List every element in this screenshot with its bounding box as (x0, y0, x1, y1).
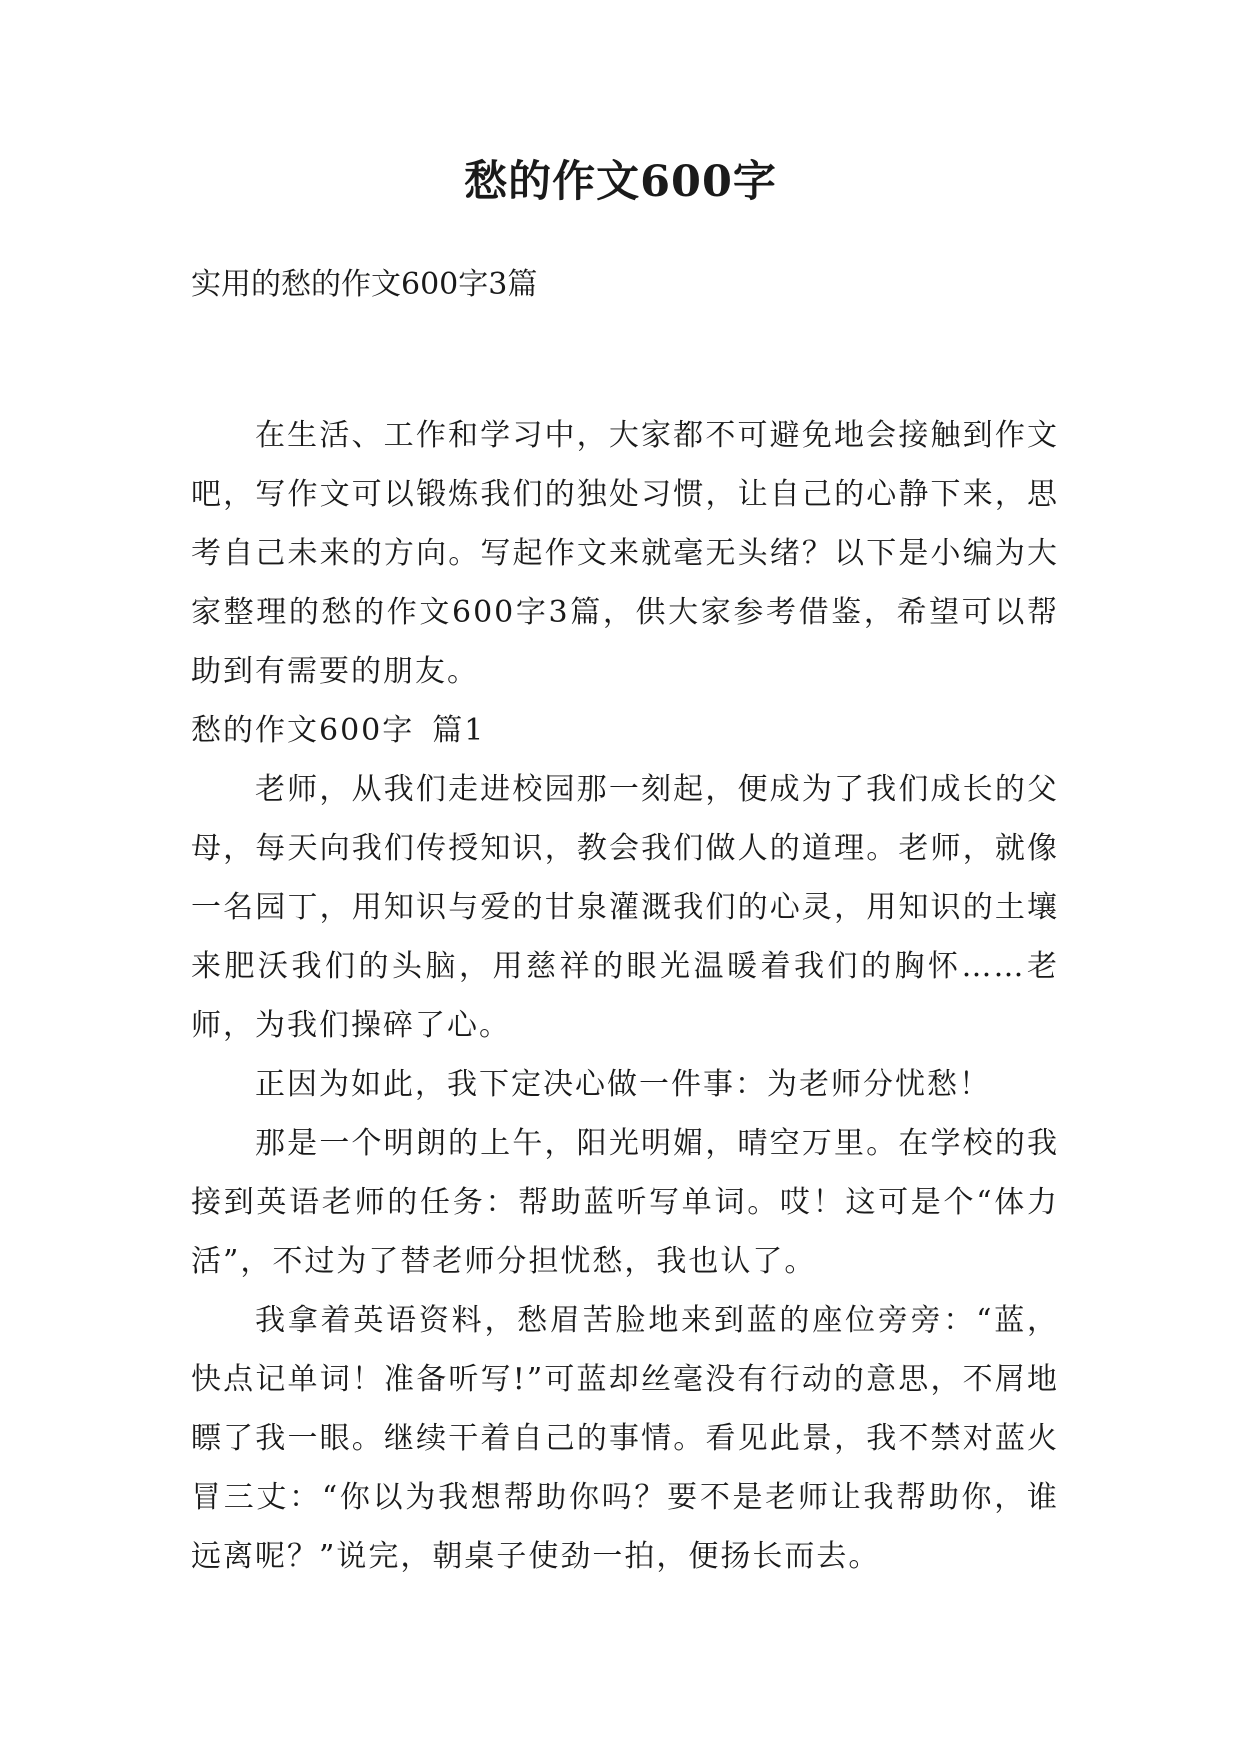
body-paragraph: 老师，从我们走进校园那一刻起，便成为了我们成长的父母，每天向我们传授知识，教会我们做人的道理。老师，就像一名园丁，用知识与爱的甘泉灌溉我们的心灵，用知识的土壤来肥沃我们的头脑，用慈祥的眼光温暖着我们的胸怀……老师，为我们操碎了心。 (191, 772, 1059, 1043)
section-heading-number: 篇1 (432, 713, 486, 748)
body-paragraph: 正因为如此，我下定决心做一件事：为老师分忧愁！ (255, 1067, 991, 1102)
document-title: 愁的作文600字 (464, 157, 777, 207)
body-paragraph: 我拿着英语资料，愁眉苦脸地来到蓝的座位旁旁：“蓝，快点记单词！准备听写!”可蓝却丝毫没有行动的意思，不屑地瞟了我一眼。继续干着自己的事情。看见此景，我不禁对蓝火冒三丈：“你以为我想帮助你吗？要不是老师让我帮助你，谁远离呢？”说完，朝桌子使劲一拍，便扬长而去。 (191, 1303, 1059, 1574)
section-heading (191, 701, 1059, 760)
document-body (191, 406, 1059, 1586)
section-heading-title: 愁的作文600字 (191, 713, 415, 748)
body-paragraph: 那是一个明朗的上午，阳光明媚，晴空万里。在学校的我接到英语老师的任务：帮助蓝听写单词。哎！这可是个“体力活”，不过为了替老师分担忧愁，我也认了。 (191, 1126, 1059, 1279)
document-subtitle: 实用的愁的作文600字3篇 (191, 267, 538, 302)
intro-paragraph: 在生活、工作和学习中，大家都不可避免地会接触到作文吧，写作文可以锻炼我们的独处习惯，让自己的心静下来，思考自己未来的方向。写起作文来就毫无头绪？以下是小编为大家整理的愁的作文600字3篇，供大家参考借鉴，希望可以帮助到有需要的朋友。 (191, 418, 1059, 689)
